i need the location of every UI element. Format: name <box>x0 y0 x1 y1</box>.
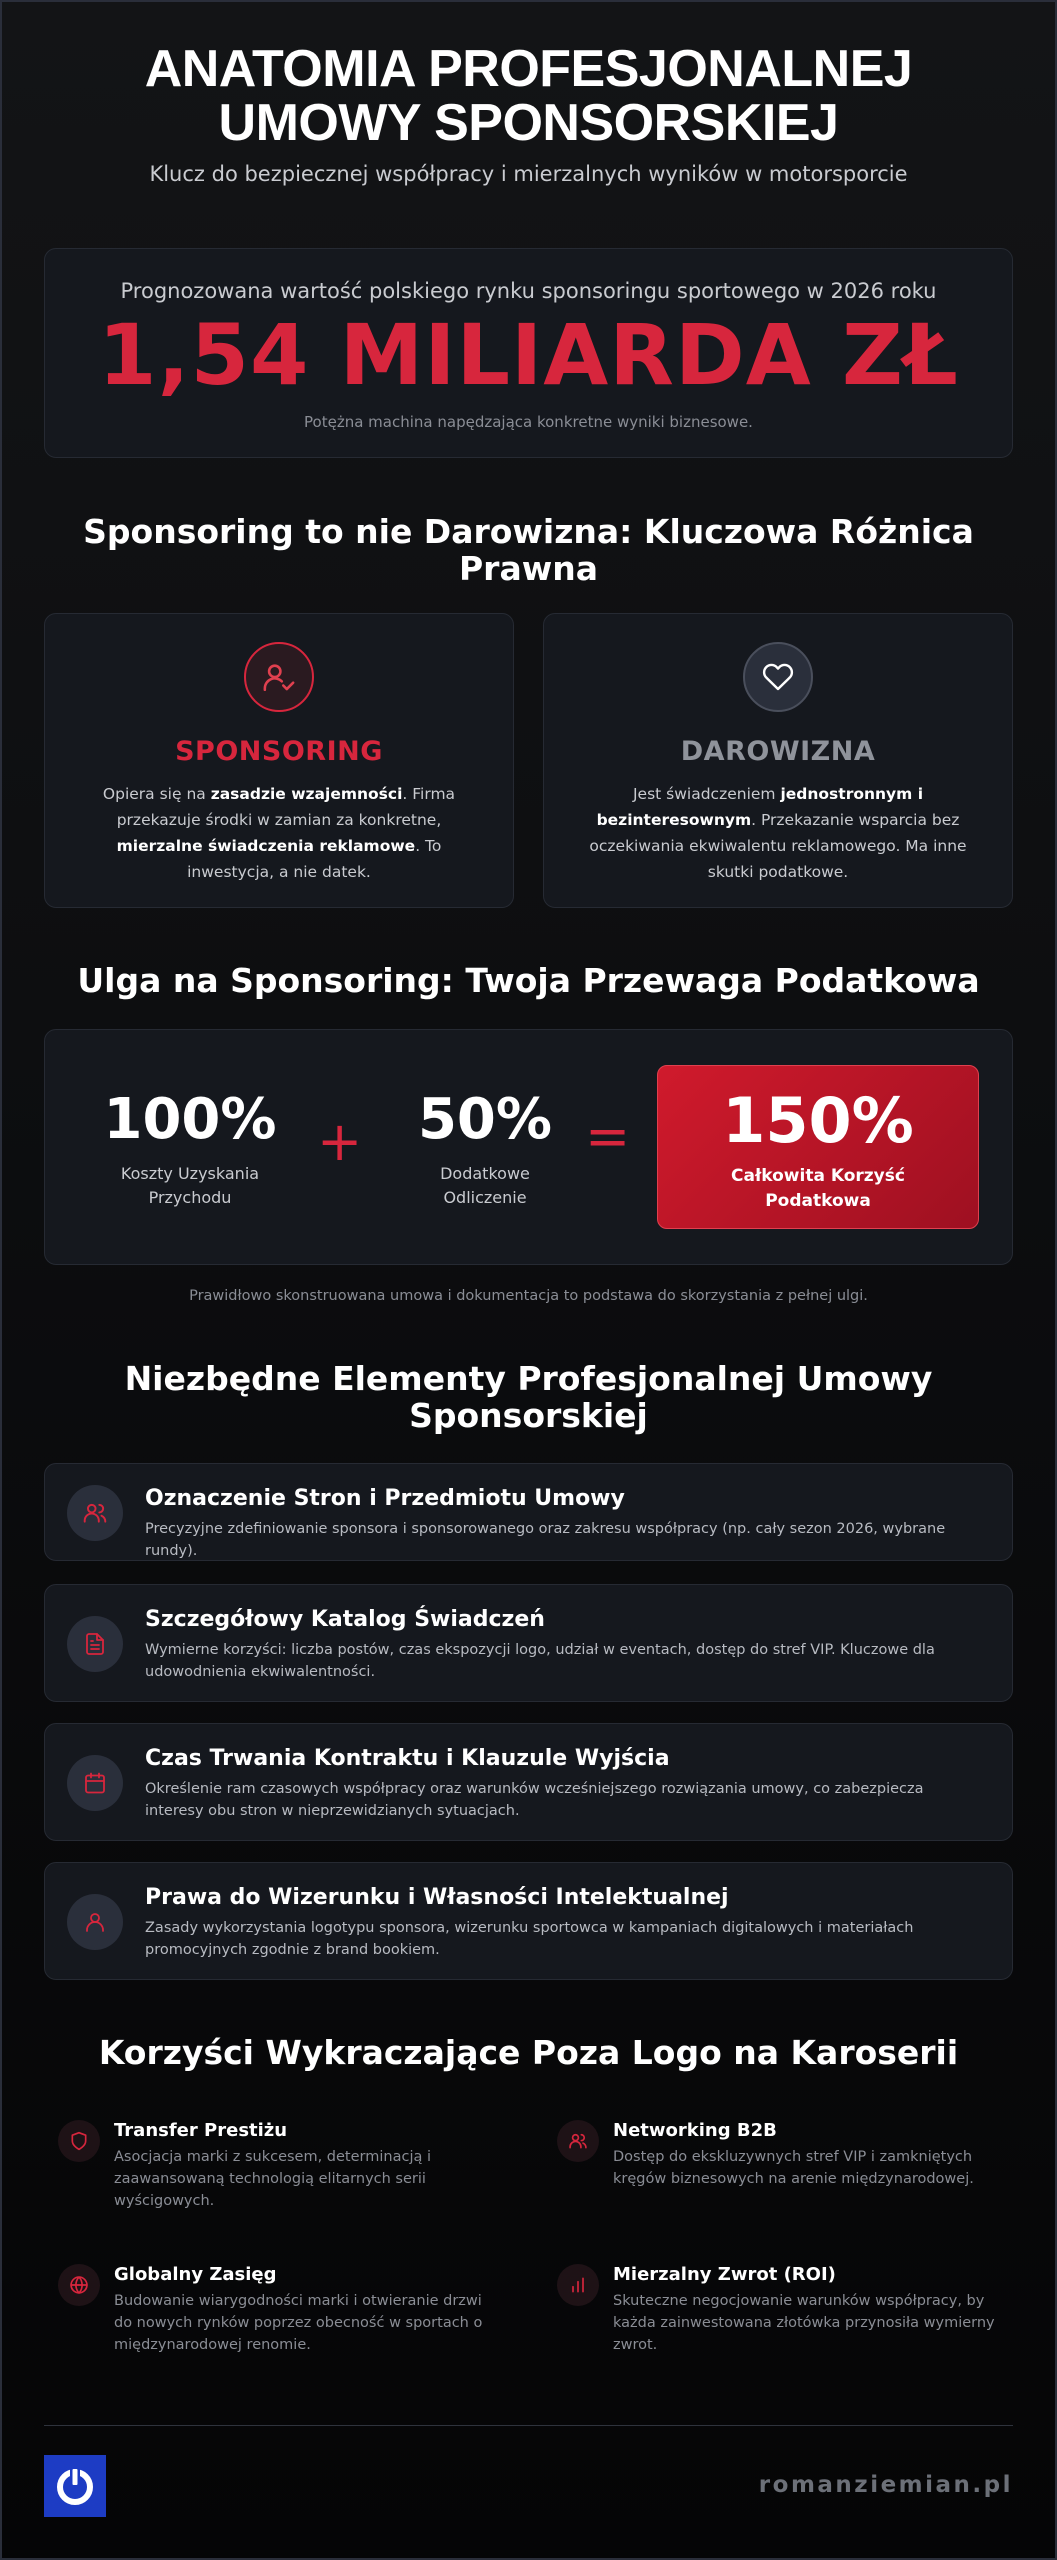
tax-title: Ulga na Sponsoring: Twoja Przewaga Podatkowa <box>77 961 980 1000</box>
element-item-parties <box>44 1463 1013 1561</box>
market-description: Potężna machina napędzająca konkretne wyniki biznesowe. <box>304 413 753 431</box>
title-line-2: UMOWY SPONSORSKIEJ <box>218 94 839 152</box>
tax-equation-card <box>44 1029 1013 1265</box>
darowizna-card <box>543 613 1013 908</box>
element-title: Oznaczenie Stron i Przedmiotu Umowy <box>145 1486 625 1511</box>
tax-total-value: 150% <box>722 1084 914 1157</box>
element-description: Wymierne korzyści: liczba postów, czas ekspozycji logo, udział w eventach, dostęp do stref VIP. Kluczowe dla udowodnienia ekwiwalentności. <box>145 1642 935 1680</box>
market-stat-card <box>44 248 1013 458</box>
elements-title-line-1: Niezbędne Elementy Profesjonalnej Umowy <box>124 1359 933 1398</box>
sponsoring-bold-1: zasadzie wzajemności <box>210 785 403 803</box>
users-icon <box>67 1485 123 1541</box>
sponsoring-text-2: . Firma przekazuje środki w zamian za konkretne, <box>116 785 456 829</box>
page-title <box>0 42 1057 150</box>
tax-a-caption-1: Koszty Uzyskania <box>120 1164 260 1183</box>
users-icon <box>557 2120 599 2162</box>
tax-note: Prawidłowo skonstruowana umowa i dokumentacja to podstawa do skorzystania z pełnej ulgi. <box>189 1288 868 1304</box>
benefit-description: Budowanie wiarygodności marki i otwieranie drzwi do nowych rynków poprzez obecność w sportach o międzynarodowej renomie. <box>114 2293 483 2353</box>
elements-title <box>0 1360 1057 1434</box>
element-item-rights <box>44 1862 1013 1980</box>
tax-a-value: 100% <box>103 1087 277 1152</box>
darowizna-text-1: Jest świadczeniem <box>632 785 781 803</box>
document-icon <box>67 1616 123 1672</box>
site-link[interactable]: romanziemian.pl <box>758 2472 1013 2498</box>
tax-total-caption-1: Całkowita Korzyść <box>731 1166 905 1186</box>
market-label: Prognozowana wartość polskiego rynku sponsoringu sportowego w 2026 roku <box>120 279 937 303</box>
tax-total-box <box>657 1065 979 1229</box>
element-title: Prawa do Wizerunku i Własności Intelektualnej <box>145 1885 729 1910</box>
tax-block-kup <box>85 1087 295 1210</box>
tax-block-deduction <box>385 1087 585 1210</box>
element-title: Szczegółowy Katalog Świadczeń <box>145 1607 545 1632</box>
darowizna-text-2: . Przekazanie wsparcia bez oczekiwania ekwiwalentu reklamowego. Ma inne skutki podatkowe. <box>589 811 967 881</box>
plus-sign: + <box>317 1110 363 1173</box>
benefit-description: Skuteczne negocjowanie warunków współpracy, by każda zainwestowana złotówka przynosiła wymierny zwrot. <box>613 2293 995 2353</box>
market-value: 1,54 MILIARDA ZŁ <box>98 306 959 404</box>
sponsoring-bold-2: mierzalne świadczenia reklamowe <box>116 837 416 855</box>
heart-icon <box>743 642 813 712</box>
globe-icon <box>58 2264 100 2306</box>
bar-chart-icon <box>557 2264 599 2306</box>
element-description: Określenie ram czasowych współpracy oraz warunków wcześniejszego rozwiązania umowy, co zabezpiecza interesy obu stron w nieprzewidzianych sytuacjach. <box>145 1781 924 1819</box>
sponsoring-text-3: . To inwestycja, a nie datek. <box>187 837 442 881</box>
comparison-title-line-2: Prawna <box>459 549 598 588</box>
tax-b-caption <box>385 1162 585 1210</box>
benefit-description: Dostęp do ekskluzywnych stref VIP i zamkniętych kręgów biznesowych na arenie międzynarodowej. <box>613 2149 974 2187</box>
benefit-title: Transfer Prestiżu <box>114 2120 288 2141</box>
element-item-catalog <box>44 1584 1013 1702</box>
comparison-title <box>0 513 1057 587</box>
darowizna-text <box>586 781 970 885</box>
tax-a-caption <box>85 1162 295 1210</box>
footer-divider <box>44 2425 1013 2426</box>
element-title: Czas Trwania Kontraktu i Klauzule Wyjścia <box>145 1746 670 1771</box>
tax-total-caption-2: Podatkowa <box>765 1191 871 1211</box>
user-icon <box>67 1894 123 1950</box>
sponsoring-card <box>44 613 514 908</box>
power-icon <box>53 2464 97 2508</box>
title-line-1: ANATOMIA PROFESJONALNEJ <box>144 40 913 98</box>
sponsoring-text <box>87 781 471 885</box>
comparison-title-line-1: Sponsoring to nie Darowizna: Kluczowa Różnica <box>83 512 974 551</box>
benefit-title: Mierzalny Zwrot (ROI) <box>613 2264 836 2285</box>
benefit-description: Asocjacja marki z sukcesem, determinacją i zaawansowaną technologią elitarnych serii wyścigowych. <box>114 2149 431 2209</box>
equals-sign: = <box>585 1105 631 1168</box>
sponsoring-text-1: Opiera się na <box>102 785 211 803</box>
benefit-title: Globalny Zasięg <box>114 2264 277 2285</box>
calendar-icon <box>67 1755 123 1811</box>
tax-total-caption <box>658 1164 978 1214</box>
element-description: Precyzyjne zdefiniowanie sponsora i sponsorowanego oraz zakresu współpracy (np. cały sezon 2026, wybrane rundy). <box>145 1521 946 1559</box>
elements-title-line-2: Sponsorskiej <box>409 1396 648 1435</box>
darowizna-heading: DAROWIZNA <box>680 736 876 767</box>
tax-b-caption-1: Dodatkowe <box>440 1164 530 1183</box>
tax-a-caption-2: Przychodu <box>148 1188 232 1207</box>
element-description: Zasady wykorzystania logotypu sponsora, wizerunku sportowca w kampaniach digitalowych i materiałach promocyjnych zgodnie z brand bookiem. <box>145 1920 914 1958</box>
shield-icon <box>58 2120 100 2162</box>
benefit-title: Networking B2B <box>613 2120 777 2141</box>
page-subtitle: Klucz do bezpiecznej współpracy i mierzalnych wyników w motorsporcie <box>149 162 908 186</box>
darowizna-bold-1: jednostronnym i bezinteresownym <box>596 785 924 829</box>
sponsoring-heading: SPONSORING <box>175 736 383 767</box>
tax-b-caption-2: Odliczenie <box>443 1188 527 1207</box>
user-check-icon <box>244 642 314 712</box>
brand-logo[interactable] <box>44 2455 106 2517</box>
benefits-title: Korzyści Wykraczające Poza Logo na Karoserii <box>98 2033 959 2072</box>
tax-b-value: 50% <box>417 1087 553 1152</box>
element-item-duration <box>44 1723 1013 1841</box>
